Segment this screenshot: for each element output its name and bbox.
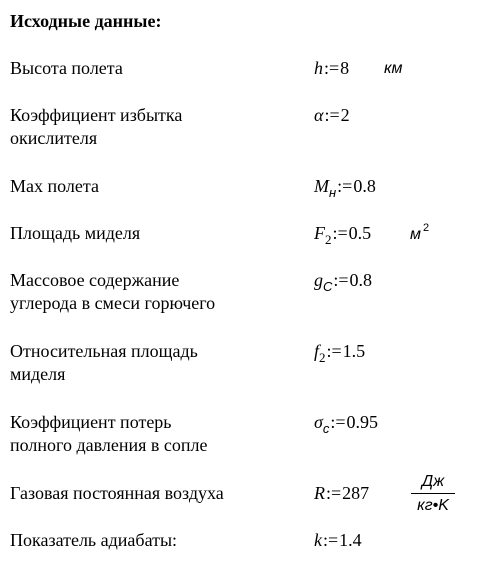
label-air-gas-constant — [10, 482, 224, 505]
formula-midsection-area — [314, 222, 371, 246]
assign-operator: := — [333, 270, 349, 290]
label-carbon-content — [10, 269, 215, 315]
assign-operator: := — [323, 530, 339, 550]
unit-km: км — [384, 60, 403, 77]
unit-fraction — [411, 472, 455, 515]
assign-operator: := — [337, 176, 353, 196]
variable-value: 8 — [340, 58, 350, 78]
variable-symbol: σ — [314, 412, 323, 432]
label-line: Коэффициент избытка — [10, 105, 183, 125]
variable-symbol: α — [314, 105, 324, 125]
page-heading: Исходные данные: — [10, 11, 162, 31]
variable-symbol: k — [314, 530, 322, 550]
label-line: полного давления в сопле — [10, 435, 208, 455]
formula-nozzle-pressure-loss — [314, 411, 378, 435]
unit-base: м — [410, 226, 421, 243]
formula-relative-midsection-area — [314, 340, 365, 364]
variable-subscript: c — [322, 421, 330, 436]
label-flight-altitude — [10, 57, 123, 80]
variable-symbol: g — [314, 270, 323, 290]
label-line: Газовая постоянная воздуха — [10, 483, 224, 503]
label-relative-midsection-area — [10, 340, 198, 386]
formula-adiabatic-index — [314, 529, 362, 552]
variable-value: 0.95 — [346, 412, 379, 432]
formula-carbon-content — [314, 269, 372, 293]
label-line: Относительная площадь — [10, 341, 198, 361]
variable-symbol: M — [314, 176, 329, 196]
assign-operator: := — [324, 58, 340, 78]
assign-operator: := — [326, 483, 342, 503]
label-adiabatic-index — [10, 529, 177, 552]
label-flight-mach — [10, 175, 99, 198]
formula-oxidizer-excess — [314, 104, 350, 127]
assign-operator: := — [324, 105, 340, 125]
formula-flight-mach — [314, 175, 376, 199]
label-midsection-area — [10, 222, 140, 245]
label-nozzle-pressure-loss — [10, 411, 207, 457]
variable-value: 1.5 — [342, 341, 366, 361]
label-line: миделя — [10, 364, 66, 384]
label-line: Массовое содержание — [10, 270, 180, 290]
unit-power: 2 — [422, 222, 430, 234]
unit-square-meter — [410, 222, 430, 246]
variable-subscript: C — [323, 279, 333, 294]
variable-value: 1.4 — [339, 530, 362, 550]
assign-operator: := — [332, 223, 348, 243]
variable-symbol: R — [314, 483, 325, 503]
variable-subscript: н — [329, 185, 337, 200]
variable-value: 0.5 — [348, 223, 372, 243]
label-line: Мах полета — [10, 176, 99, 196]
variable-value: 0.8 — [349, 270, 373, 290]
assign-operator: := — [326, 341, 342, 361]
label-line: Коэффициент потерь — [10, 412, 172, 432]
label-line: Показатель адиабаты: — [10, 530, 178, 550]
variable-subscript: 2 — [319, 350, 326, 365]
label-oxidizer-excess — [10, 104, 182, 150]
label-line: Высота полета — [10, 58, 123, 78]
variable-value: 0.8 — [353, 176, 376, 196]
variable-symbol: h — [314, 58, 323, 78]
label-line: углерода в смеси горючего — [10, 293, 216, 313]
fraction-bar — [411, 493, 455, 494]
label-line: Площадь миделя — [10, 223, 141, 243]
unit-denominator: кг•K — [417, 497, 449, 514]
formula-flight-altitude — [314, 57, 349, 80]
variable-symbol: f — [314, 341, 320, 361]
variable-subscript: 2 — [325, 232, 332, 247]
assign-operator: := — [330, 412, 346, 432]
formula-air-gas-constant — [314, 482, 369, 505]
label-line: окислителя — [10, 128, 98, 148]
variable-symbol: F — [314, 223, 325, 243]
variable-value: 2 — [340, 105, 350, 125]
unit-numerator: Дж — [421, 473, 445, 490]
variable-value: 287 — [342, 483, 370, 503]
